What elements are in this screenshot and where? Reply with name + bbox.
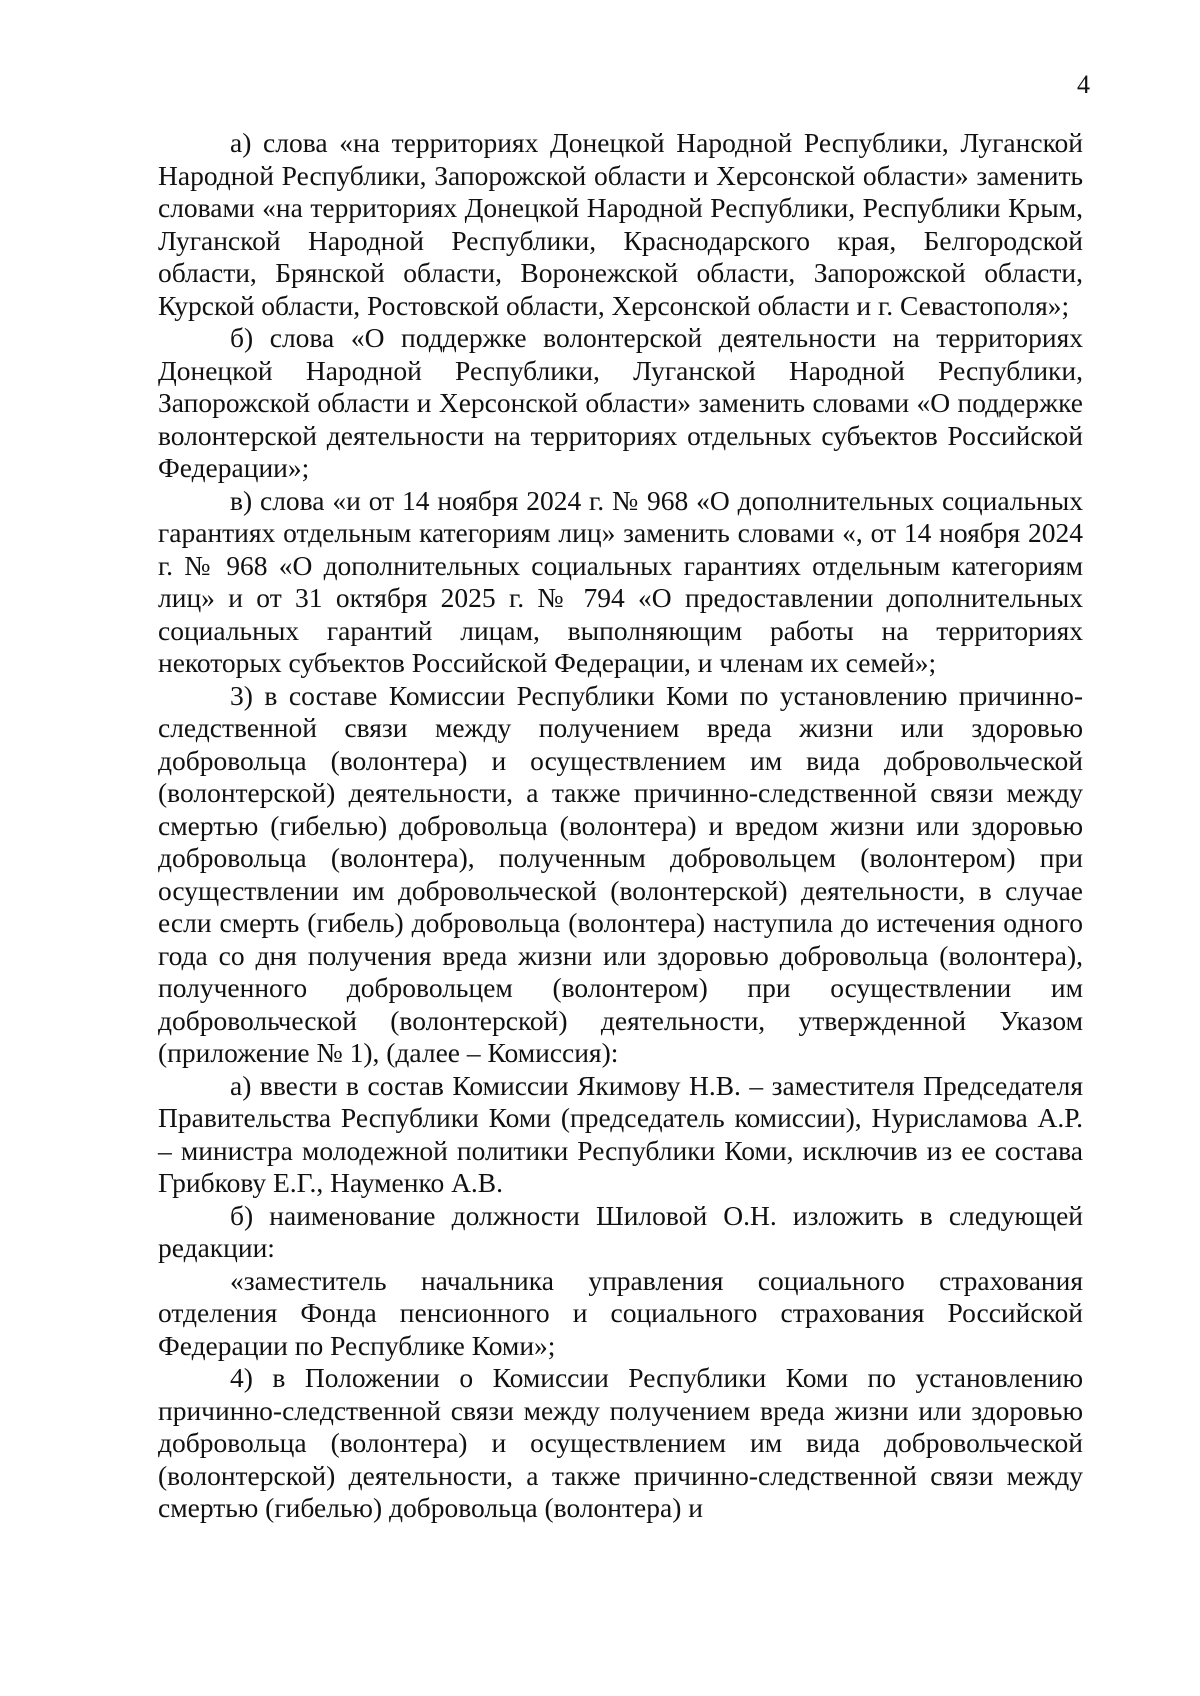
paragraph-3a-territories: а) слова «на территориях Донецкой Народной Республики, Луганской Народной Республики, Запорожской области и Херсонской области» заменить словами «на территориях Донецкой Народной Республики, Республики Крым, Луганской Народной Республики, Краснодарского края, Белгородской области, Брянской области, Воронежской области, Запорожской области, Курской области, Ростовской области, Херсонской области и г. Севастополя»; <box>158 127 1083 321</box>
paragraph-item-4-regulation: 4) в Положении о Комиссии Республики Коми по установлению причинно-следственной связи между получением вреда жизни или здоровью добровольца (волонтера) и осуществлением им вида добровольческой (волонтерской) деятельности, а также причинно-следственной связи между смертью (гибелью) добровольца (волонтера) и <box>158 1362 1083 1523</box>
page-number: 4 <box>1077 70 1090 99</box>
paragraph-3c-social-guarantees: в) слова «и от 14 ноября 2024 г. № 968 «О дополнительных социальных гарантиях отдельным категориям лиц» заменить словами «, от 14 ноября 2024 г. № 968 «О дополнительных социальных гарантиях отдельным категориям лиц» и от 31 октября 2025 г. № 794 «О предоставлении дополнительных социальных гарантий лицам, выполняющим работы на территориях некоторых субъектов Российской Федерации, и членам их семей»; <box>158 484 1083 678</box>
paragraph-item-3b-position-title: б) наименование должности Шиловой О.Н. изложить в следующей редакции: <box>158 1199 1083 1263</box>
paragraph-new-position-wording: «заместитель начальника управления социального страхования отделения Фонда пенсионного и социального страхования Российской Федерации по Республике Коми»; <box>158 1264 1083 1361</box>
paragraph-item-3-commission-composition: 3) в составе Комиссии Республики Коми по установлению причинно-следственной связи между получением вреда жизни или здоровью добровольца (волонтера) и осуществлением им вида добровольческой (волонтерской) деятельности, а также причинно-следственной связи между смертью (гибелью) добровольца (волонтера) и вредом жизни или здоровью добровольца (волонтера), полученным добровольцем (волонтером) при осуществлении им добровольческой (волонтерской) деятельности, в случае если смерть (гибель) добровольца (волонтера) наступила до истечения одного года со дня получения вреда жизни или здоровью добровольца (волонтера), полученного добровольцем (волонтером) при осуществлении им добровольческой (волонтерской) деятельности, утвержденной Указом (приложение № 1), (далее – Комиссия): <box>158 679 1083 1068</box>
paragraph-3b-volunteer-support: б) слова «О поддержке волонтерской деятельности на территориях Донецкой Народной Республики, Луганской Народной Республики, Запорожской области и Херсонской области» заменить словами «О поддержке волонтерской деятельности на территориях отдельных субъектов Российской Федерации»; <box>158 322 1083 483</box>
paragraph-item-3a-members: а) ввести в состав Комиссии Якимову Н.В. – заместителя Председателя Правительства Республики Коми (председатель комиссии), Нурисламова А.Р. – министра молодежной политики Республики Коми, исключив из ее состава Грибкову Е.Г., Науменко А.В. <box>158 1069 1083 1198</box>
document-body <box>158 127 1083 1525</box>
